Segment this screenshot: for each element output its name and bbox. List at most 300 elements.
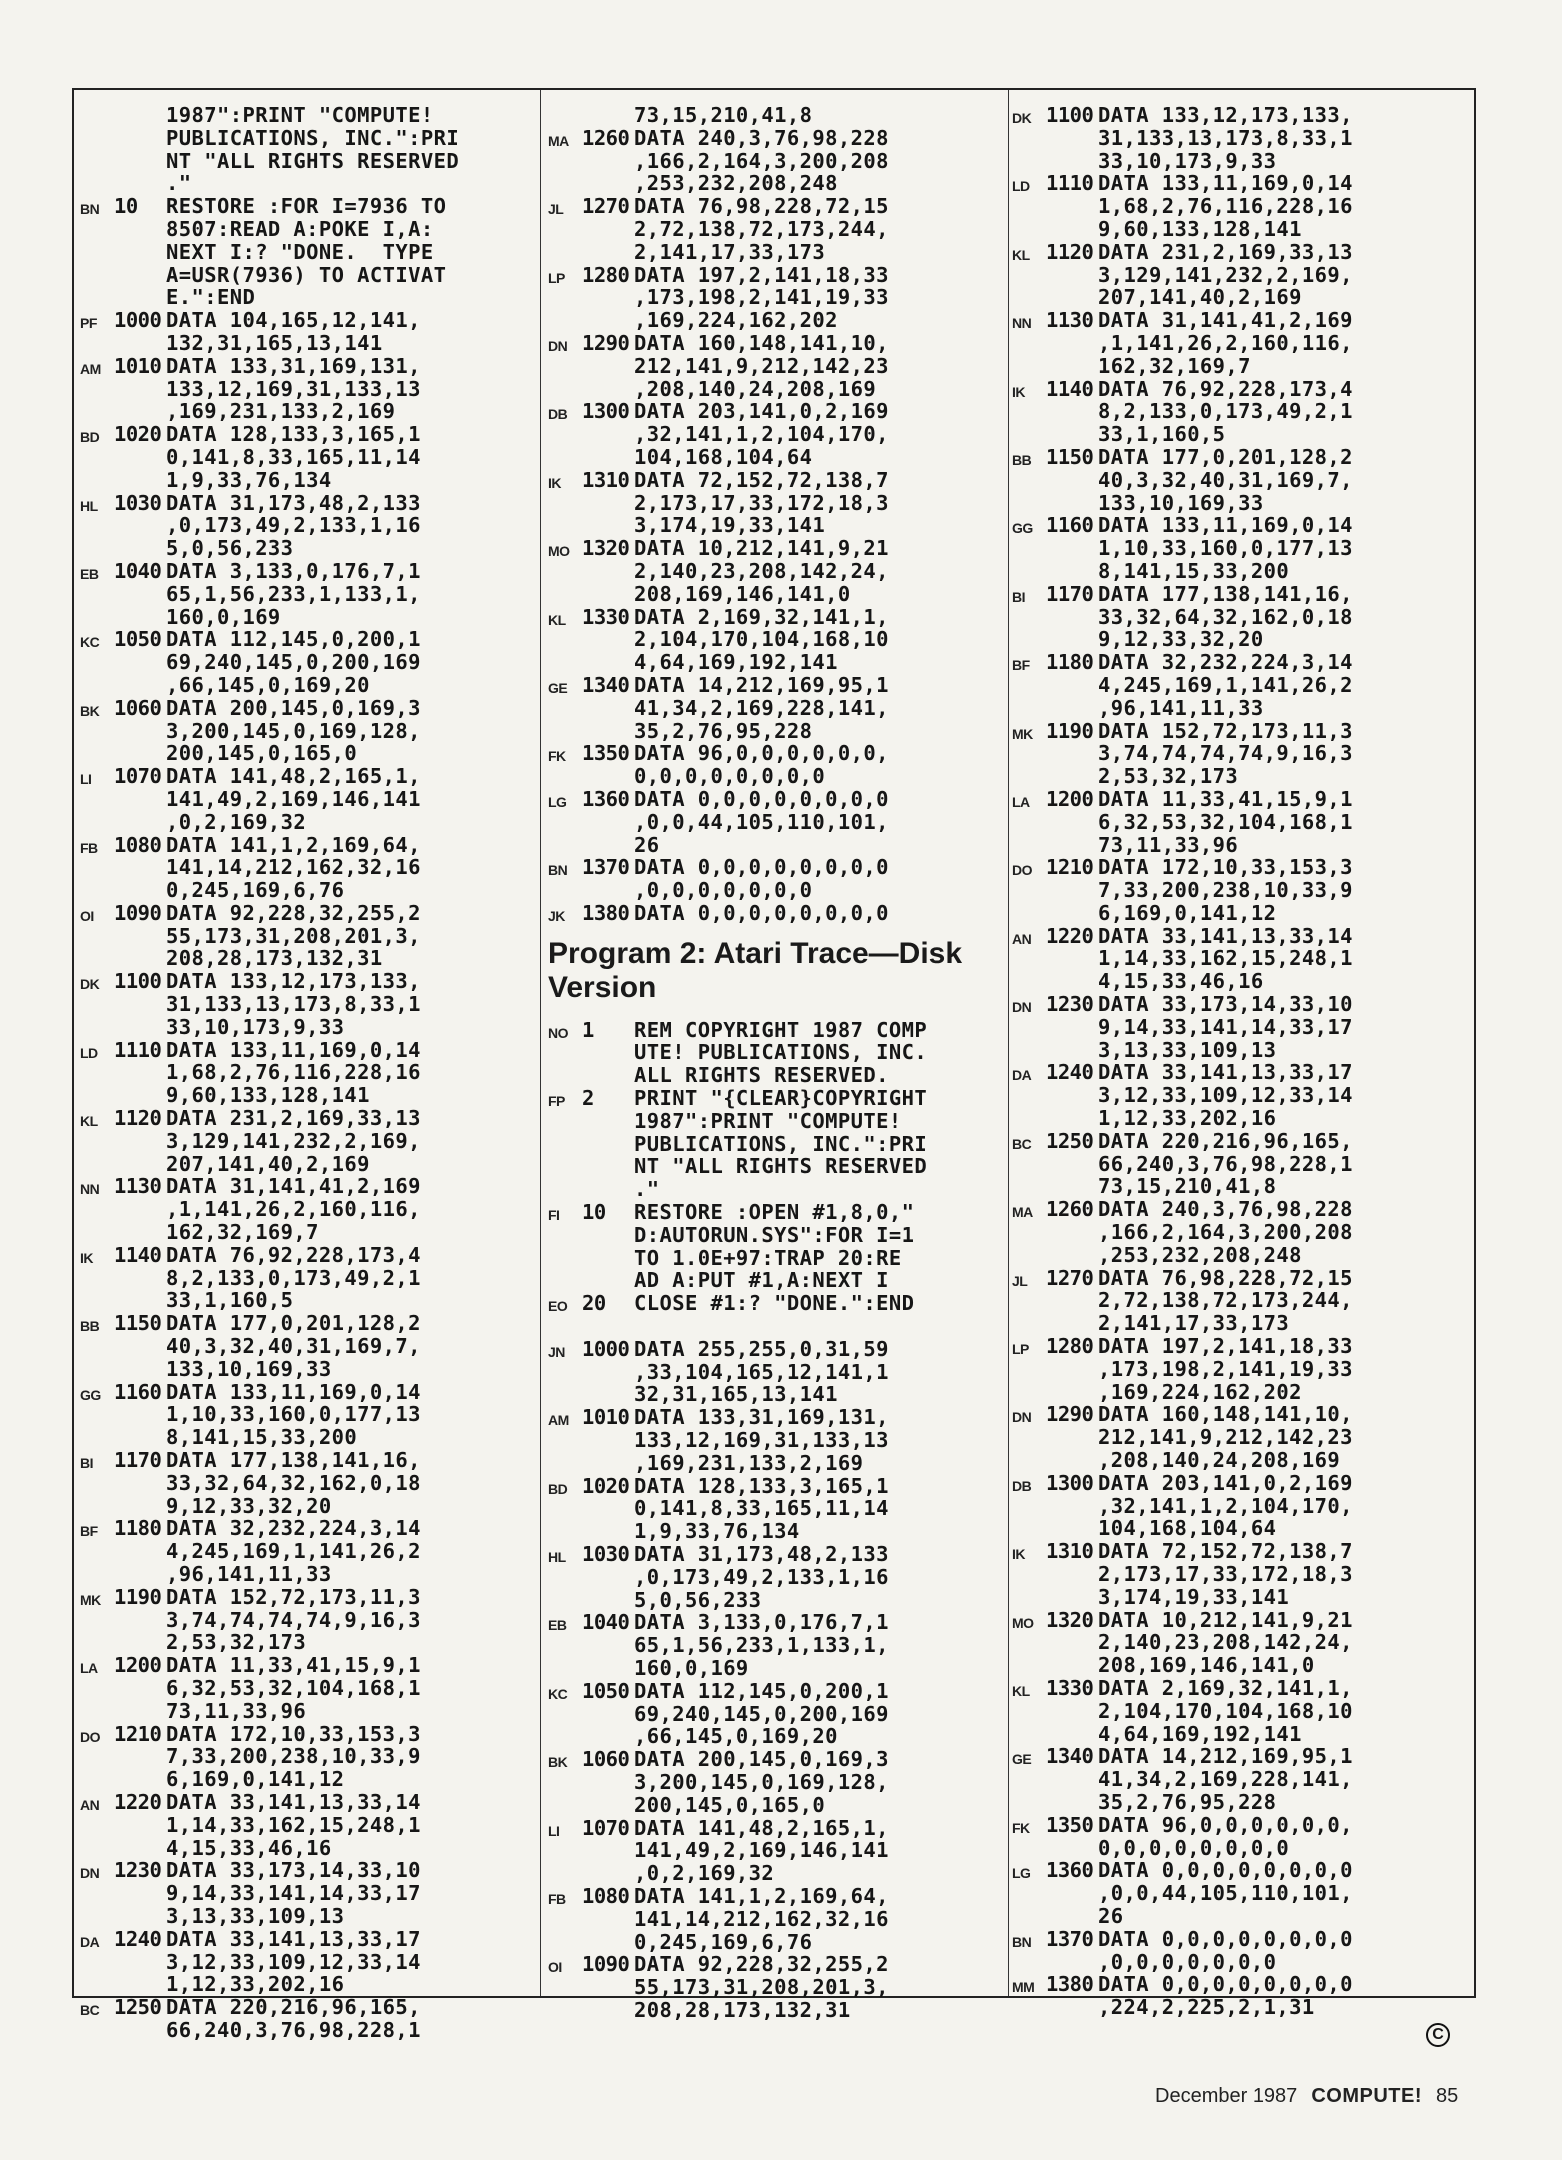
code-text: 9,14,33,141,14,33,17 <box>166 1881 421 1906</box>
code-text: ,0,0,44,105,110,101, <box>1098 1881 1353 1906</box>
checksum-code: FK <box>1012 1819 1030 1836</box>
line-number: 1380 <box>582 900 630 925</box>
line-number: 1130 <box>1046 308 1094 333</box>
checksum-code: DA <box>1012 1067 1032 1084</box>
listing-line <box>548 172 1014 195</box>
checksum-code: FB <box>548 1890 566 1907</box>
code-text: ,166,2,164,3,200,208 <box>634 148 889 173</box>
listing-line <box>1012 286 1470 309</box>
listing-line <box>1012 1905 1470 1928</box>
line-number <box>1046 195 1098 218</box>
listing-line <box>80 1905 526 1928</box>
listing-line <box>548 1269 1014 1292</box>
checksum-code: DA <box>80 1933 100 1950</box>
code-text: DATA 76,92,228,173,4 <box>1098 376 1353 401</box>
listing-line <box>80 1609 526 1632</box>
code-text: NT "ALL RIGHTS RESERVED <box>634 1154 928 1179</box>
line-number <box>1046 1244 1098 1267</box>
checksum-code <box>548 560 582 583</box>
listing-line <box>80 765 526 788</box>
listing-line <box>80 355 526 378</box>
code-text: ,66,145,0,169,20 <box>634 1724 838 1749</box>
code-text: 3,200,145,0,169,128, <box>634 1769 889 1794</box>
code-text: DATA 128,133,3,165,1 <box>634 1473 889 1498</box>
code-text: DATA 152,72,173,11,3 <box>166 1584 421 1609</box>
checksum-code: DN <box>548 337 568 354</box>
listing-line <box>548 469 1014 492</box>
checksum-code <box>80 1951 114 1974</box>
line-number <box>582 628 634 651</box>
checksum-code <box>80 606 114 629</box>
checksum-code <box>548 1771 582 1794</box>
code-text: ." <box>634 1177 660 1202</box>
listing-line <box>1012 1335 1470 1358</box>
listing-line <box>1012 1084 1470 1107</box>
checksum-code <box>1012 286 1046 309</box>
line-number: 1240 <box>1046 1060 1094 1085</box>
code-text: 133,10,169,33 <box>166 1356 332 1381</box>
checksum-code: LD <box>1012 178 1030 195</box>
line-number <box>114 1335 166 1358</box>
checksum-code <box>80 400 114 423</box>
code-text: ,173,198,2,141,19,33 <box>1098 1356 1353 1381</box>
code-text: 3,12,33,109,12,33,14 <box>1098 1083 1353 1108</box>
line-number <box>1046 970 1098 993</box>
checksum-code <box>80 1130 114 1153</box>
code-text: 207,141,40,2,169 <box>1098 285 1302 310</box>
program-2-listing <box>548 1019 1014 2022</box>
line-number: 1240 <box>114 1926 162 1951</box>
listing-line <box>80 1996 526 2019</box>
listing-line <box>1012 1723 1470 1746</box>
listing-line <box>80 1449 526 1472</box>
code-text: 65,1,56,233,1,133,1, <box>166 581 421 606</box>
code-text: DATA 32,232,224,3,14 <box>1098 650 1353 675</box>
checksum-code: HL <box>80 497 98 514</box>
checksum-code: BN <box>80 201 100 218</box>
listing-line <box>1012 1312 1470 1335</box>
listing-line <box>1012 1221 1470 1244</box>
line-number: 1070 <box>582 1815 630 1840</box>
code-text: DATA 92,228,32,255,2 <box>634 1952 889 1977</box>
line-number <box>1046 1563 1098 1586</box>
line-number <box>114 1745 166 1768</box>
line-number <box>582 1725 634 1748</box>
listing-line <box>548 1178 1014 1201</box>
checksum-code: PF <box>80 315 97 332</box>
checksum-code <box>1012 469 1046 492</box>
line-number <box>1046 1426 1098 1449</box>
line-number: 1170 <box>114 1448 162 1473</box>
listing-line <box>1012 104 1470 127</box>
checksum-code <box>548 492 582 515</box>
listing-line <box>548 218 1014 241</box>
checksum-code: EO <box>548 1298 568 1315</box>
code-text: DATA 76,92,228,173,4 <box>166 1242 421 1267</box>
code-text: ,32,141,1,2,104,170, <box>1098 1493 1353 1518</box>
listing-line <box>1012 195 1470 218</box>
code-text: 0,245,169,6,76 <box>166 878 345 903</box>
line-number <box>582 583 634 606</box>
code-text: DATA 2,169,32,141,1, <box>634 604 889 629</box>
line-number <box>582 1657 634 1680</box>
line-number <box>114 1495 166 1518</box>
checksum-code <box>1012 264 1046 287</box>
checksum-code <box>80 2019 114 2042</box>
listing-line <box>548 127 1014 150</box>
code-text: 162,32,169,7 <box>1098 353 1251 378</box>
checksum-code <box>80 1335 114 1358</box>
listing-line <box>80 241 526 264</box>
code-text: 104,168,104,64 <box>1098 1516 1277 1541</box>
line-number <box>582 1634 634 1657</box>
checksum-code <box>548 1794 582 1817</box>
checksum-code <box>1012 1312 1046 1335</box>
listing-line <box>548 811 1014 834</box>
checksum-code: DO <box>80 1728 100 1745</box>
code-text: DATA 31,141,41,2,169 <box>166 1174 421 1199</box>
line-number: 1280 <box>1046 1334 1094 1359</box>
checksum-code <box>80 1905 114 1928</box>
listing-line <box>80 811 526 834</box>
listing-line <box>1012 674 1470 697</box>
code-text: DATA 0,0,0,0,0,0,0,0 <box>634 855 889 880</box>
checksum-code <box>548 1520 582 1543</box>
code-text: 160,0,169 <box>166 604 281 629</box>
code-text: 2,53,32,173 <box>1098 764 1239 789</box>
code-text: D:AUTORUN.SYS":FOR I=1 <box>634 1222 915 1247</box>
line-number <box>582 1976 634 1999</box>
code-text: 41,34,2,169,228,141, <box>1098 1767 1353 1792</box>
checksum-code <box>548 1178 582 1201</box>
checksum-code <box>1012 400 1046 423</box>
listing-line <box>1012 1153 1470 1176</box>
code-text: DATA 31,173,48,2,133 <box>634 1542 889 1567</box>
code-text: ,1,141,26,2,160,116, <box>166 1197 421 1222</box>
checksum-code: FB <box>80 839 98 856</box>
line-number <box>1046 1175 1098 1198</box>
listing-line <box>1012 902 1470 925</box>
listing-line <box>1012 1426 1470 1449</box>
line-number: 1180 <box>1046 650 1094 675</box>
listing-line <box>80 1859 526 1882</box>
checksum-code: BK <box>80 702 100 719</box>
checksum-code <box>80 856 114 879</box>
checksum-code: MO <box>1012 1614 1034 1631</box>
code-text: 3,200,145,0,169,128, <box>166 718 421 743</box>
line-number <box>1046 492 1098 515</box>
checksum-code <box>548 218 582 241</box>
checksum-code <box>1012 606 1046 629</box>
code-text: DATA 133,31,169,131, <box>634 1405 889 1430</box>
checksum-code: LP <box>1012 1341 1029 1358</box>
listing-line <box>1012 742 1470 765</box>
listing-line <box>80 606 526 629</box>
listing-line <box>1012 606 1470 629</box>
listing-line <box>548 742 1014 765</box>
code-text: PRINT "{CLEAR}COPYRIGHT <box>634 1086 928 1111</box>
line-number <box>1046 834 1098 857</box>
checksum-code <box>1012 628 1046 651</box>
checksum-code: IK <box>80 1249 93 1266</box>
checksum-code <box>548 1862 582 1885</box>
line-number: 1150 <box>114 1311 162 1336</box>
code-text: DATA 203,141,0,2,169 <box>1098 1470 1353 1495</box>
line-number: 1230 <box>1046 992 1094 1017</box>
line-number <box>582 1452 634 1475</box>
checksum-code <box>1012 423 1046 446</box>
listing-line <box>548 1041 1014 1064</box>
checksum-code: BK <box>548 1754 568 1771</box>
line-number <box>114 1973 166 1996</box>
listing-line <box>80 104 526 127</box>
code-text: 2,53,32,173 <box>166 1630 307 1655</box>
listing-line <box>548 1452 1014 1475</box>
code-text: DATA 31,173,48,2,133 <box>166 490 421 515</box>
checksum-code: EB <box>80 565 99 582</box>
checksum-code: BF <box>80 1523 98 1540</box>
listing-line <box>1012 1107 1470 1130</box>
line-number: 1340 <box>1046 1744 1094 1769</box>
listing-line <box>548 150 1014 173</box>
line-number <box>582 1999 634 2022</box>
line-number <box>1046 1016 1098 1039</box>
listing-line <box>1012 150 1470 173</box>
checksum-code <box>80 1016 114 1039</box>
code-text: 4,15,33,46,16 <box>166 1835 332 1860</box>
code-text: 4,245,169,1,141,26,2 <box>166 1539 421 1564</box>
code-text: 3,13,33,109,13 <box>166 1903 345 1928</box>
code-text: 8,141,15,33,200 <box>1098 558 1290 583</box>
code-text: DATA 220,216,96,165, <box>166 1995 421 2020</box>
line-number: 2 <box>582 1086 594 1111</box>
code-text: 2,72,138,72,173,244, <box>1098 1288 1353 1313</box>
line-number: 1060 <box>114 695 162 720</box>
code-text: 55,173,31,208,201,3, <box>634 1975 889 2000</box>
listing-line <box>1012 127 1470 150</box>
line-number <box>114 1768 166 1791</box>
code-text: DATA 112,145,0,200,1 <box>634 1678 889 1703</box>
line-number <box>1046 606 1098 629</box>
checksum-code: MM <box>1012 1979 1035 1996</box>
listing-line <box>548 834 1014 857</box>
listing-line <box>80 1517 526 1540</box>
line-number: 1100 <box>1046 103 1094 127</box>
line-number <box>114 1153 166 1176</box>
line-number: 1070 <box>114 764 162 789</box>
checksum-code <box>548 628 582 651</box>
line-number <box>582 1839 634 1862</box>
checksum-code: EB <box>548 1617 567 1634</box>
checksum-code: AM <box>548 1412 569 1429</box>
listing-line <box>548 446 1014 469</box>
code-text: 3,174,19,33,141 <box>1098 1584 1290 1609</box>
code-text: 141,14,212,162,32,16 <box>166 855 421 880</box>
listing-line <box>80 1107 526 1130</box>
checksum-code <box>548 1999 582 2022</box>
line-number <box>1046 1358 1098 1381</box>
code-text: DATA 133,12,173,133, <box>166 969 421 994</box>
listing-line <box>1012 1814 1470 1837</box>
line-number <box>582 446 634 469</box>
line-number <box>114 1837 166 1860</box>
line-number <box>582 492 634 515</box>
checksum-code <box>548 1657 582 1680</box>
listing-line <box>548 1634 1014 1657</box>
checksum-code <box>80 651 114 674</box>
listing-line <box>80 1130 526 1153</box>
listing-line <box>1012 1495 1470 1518</box>
checksum-code <box>1012 1175 1046 1198</box>
listing-line <box>548 1383 1014 1406</box>
listing-line <box>80 332 526 355</box>
line-number <box>1046 1631 1098 1654</box>
line-number <box>582 218 634 241</box>
code-text: DATA 112,145,0,200,1 <box>166 627 421 652</box>
checksum-code <box>1012 537 1046 560</box>
listing-line <box>548 1862 1014 1885</box>
checksum-code <box>548 104 582 127</box>
checksum-code: OI <box>80 907 94 924</box>
listing-line <box>1012 1016 1470 1039</box>
checksum-code <box>548 241 582 264</box>
checksum-code <box>1012 1723 1046 1746</box>
checksum-code: IK <box>1012 1546 1025 1563</box>
listing-line <box>548 514 1014 537</box>
code-text: DATA 104,165,12,141, <box>166 308 421 333</box>
checksum-code <box>80 1358 114 1381</box>
code-text: 133,12,169,31,133,13 <box>166 376 421 401</box>
listing-line <box>1012 1563 1470 1586</box>
listing-line <box>1012 400 1470 423</box>
line-number <box>114 947 166 970</box>
checksum-code: DN <box>80 1865 100 1882</box>
checksum-code <box>80 1426 114 1449</box>
code-text: DATA 177,0,201,128,2 <box>166 1311 421 1336</box>
line-number <box>1046 355 1098 378</box>
listing-line <box>80 697 526 720</box>
checksum-code: BI <box>1012 588 1025 605</box>
checksum-code <box>1012 970 1046 993</box>
line-number: 1120 <box>1046 239 1094 264</box>
checksum-code: LA <box>80 1660 98 1677</box>
line-number <box>1046 1084 1098 1107</box>
listing-line <box>1012 1540 1470 1563</box>
checksum-code: DB <box>548 406 568 423</box>
listing-line <box>1012 1381 1470 1404</box>
listing-line <box>80 1654 526 1677</box>
listing-line <box>548 1931 1014 1954</box>
listing-column-1 <box>80 104 526 2042</box>
checksum-code <box>548 1497 582 1520</box>
line-number <box>1046 947 1098 970</box>
code-text: DATA 160,148,141,10, <box>634 330 889 355</box>
listing-line <box>1012 1928 1470 1951</box>
listing-line <box>80 172 526 195</box>
code-text: 9,12,33,32,20 <box>166 1493 332 1518</box>
issue-date: December 1987 <box>1155 2085 1298 2107</box>
listing-line <box>1012 1472 1470 1495</box>
line-number: 1220 <box>1046 923 1094 948</box>
line-number: 1230 <box>114 1858 162 1883</box>
checksum-code: GG <box>80 1386 101 1403</box>
code-text: 8,141,15,33,200 <box>166 1425 358 1450</box>
line-number: 1140 <box>1046 376 1094 401</box>
listing-line <box>1012 309 1470 332</box>
code-text: ,96,141,11,33 <box>1098 695 1264 720</box>
checksum-code <box>548 1634 582 1657</box>
code-text: DATA 0,0,0,0,0,0,0,0 <box>1098 1926 1353 1951</box>
checksum-code <box>80 104 114 127</box>
code-text: 0,245,169,6,76 <box>634 1929 813 1954</box>
checksum-code <box>80 1837 114 1860</box>
checksum-code: BB <box>80 1318 100 1335</box>
listing-line <box>80 1084 526 1107</box>
checksum-code <box>80 378 114 401</box>
checksum-code: LD <box>80 1044 98 1061</box>
code-text: DATA 33,141,13,33,14 <box>1098 923 1353 948</box>
line-number <box>114 218 166 241</box>
listing-line <box>80 1472 526 1495</box>
code-text: ,0,173,49,2,133,1,16 <box>166 513 421 538</box>
code-text: PUBLICATIONS, INC.":PRI <box>166 125 460 150</box>
checksum-code <box>80 879 114 902</box>
line-number <box>114 651 166 674</box>
checksum-code <box>80 1814 114 1837</box>
line-number: 1280 <box>582 262 630 287</box>
code-text: 41,34,2,169,228,141, <box>634 695 889 720</box>
code-text: ." <box>166 171 192 196</box>
checksum-code <box>548 1589 582 1612</box>
line-number <box>114 1472 166 1495</box>
code-text: 208,169,146,141,0 <box>1098 1653 1315 1678</box>
code-text: 8,2,133,0,173,49,2,1 <box>1098 399 1353 424</box>
checksum-code <box>548 1908 582 1931</box>
checksum-code: LI <box>548 1822 560 1839</box>
line-number: 1350 <box>582 741 630 766</box>
code-text: 8507:READ A:POKE I,A: <box>166 216 434 241</box>
line-number <box>582 241 634 264</box>
listing-line <box>1012 241 1470 264</box>
checksum-code <box>1012 742 1046 765</box>
listing-line <box>80 1745 526 1768</box>
listing-line <box>1012 1449 1470 1472</box>
checksum-code: DK <box>80 976 100 993</box>
line-number <box>582 1703 634 1726</box>
checksum-code: BI <box>80 1455 93 1472</box>
line-number: 1040 <box>582 1610 630 1635</box>
code-text: DATA 141,48,2,165,1, <box>634 1815 889 1840</box>
code-text: 9,60,133,128,141 <box>166 1083 370 1108</box>
code-text: DATA 152,72,173,11,3 <box>1098 718 1353 743</box>
line-number <box>1046 902 1098 925</box>
line-number <box>114 1198 166 1221</box>
line-number: 1140 <box>114 1242 162 1267</box>
checksum-code <box>548 651 582 674</box>
code-text: DATA 200,145,0,169,3 <box>166 695 421 720</box>
listing-line <box>1012 1654 1470 1677</box>
listing-line <box>1012 423 1470 446</box>
checksum-code: AM <box>80 360 101 377</box>
line-number: 1000 <box>582 1336 630 1361</box>
checksum-code <box>80 286 114 309</box>
listing-line <box>1012 446 1470 469</box>
listing-line <box>1012 469 1470 492</box>
line-number <box>114 241 166 264</box>
listing-line <box>80 1267 526 1290</box>
listing-line <box>1012 1061 1470 1084</box>
checksum-code: KL <box>1012 246 1030 263</box>
